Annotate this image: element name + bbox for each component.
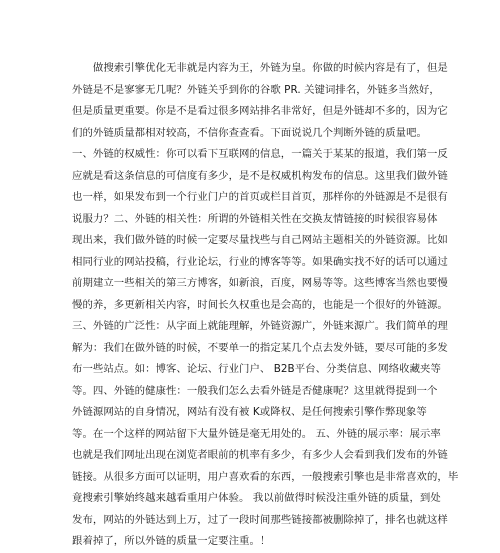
text-line: 解为：我们在做外链的时候，不要单一的指定某几个点去发外链，要尽可能的多发 <box>72 341 448 354</box>
text-line: 竟搜索引擎始终越来越看重用户体验。 我以前做得时候没注重外链的质量，到处 <box>72 492 441 504</box>
text-line: 外链源网站的自身情况，网站有没有被 K或降权、是任何搜索引擎作弊现象等 <box>72 406 427 418</box>
text-line: 布一些站点。如：博客、论坛、行业门户、 B2B平台、分类信息、网络收藏夹等 <box>72 363 441 375</box>
text-line: 也一样，如果发布到一个行业门户的首页或栏目首页，那样你的外链源是不是很有 <box>72 191 448 203</box>
text-line: 跟着掉了，所以外链的质量一定要注重。！ <box>72 535 271 547</box>
text-line: 链接。从很多方面可以证明，用户喜欢看的东西，一般搜索引擎也是非常喜欢的，毕 <box>72 470 459 483</box>
text-line: 们的外链质量都相对较高，不信你查查看。下面说说几个判断外链的质量吧。 <box>72 126 427 139</box>
text-line: 但是质量更重要。你是不是看过很多网站排名非常好，但是外链却不多的，因为它 <box>72 105 448 117</box>
text-line: 等。四、外链的健康性：一般我们怎么去看外链是否健康呢？这里就得提到一个 <box>72 384 438 397</box>
text-line: 说服力？二、外链的相关性：所谓的外链相关性在交换友情链接的时候很容易体 <box>72 212 438 225</box>
text-line: 现出来，我们做外链的时候一定要尽量找些与自己网站主题相关的外链资源。比如 <box>72 234 448 246</box>
text-line: 前期建立一些相关的第三方博客，如新浪，百度，网易等等。这些博客当然也要慢 <box>72 277 448 289</box>
text-line: 发布，网站的外链达到上万，过了一段时间那些链接都被删除掉了，排名也就这样 <box>72 513 448 526</box>
text-line: 做搜索引擎优化无非就是内容为王，外链为皇。你做的时候内容是有了，但是 <box>72 62 448 74</box>
text-line: 外链是不是寥寥无几呢？外链关乎到你的谷歌 PR. 关键词排名，外链多当然好， <box>72 83 440 96</box>
text-line: 应就是看这条信息的可信度有多少，是不是权威机构发布的信息。这里我们做外链 <box>72 169 448 182</box>
text-line: 等。在一个这样的网站留下大量外链是毫无用处的。 五、外链的展示率：展示率 <box>72 427 441 440</box>
text-line: 三、外链的广泛性：从字面上就能理解，外链资源广，外链来源广。我们简单的理 <box>72 320 448 332</box>
text-line: 慢的养，多更新相关内容，时间长久权重也是会高的，也能是一个很好的外链源。 <box>72 298 448 311</box>
text-line: 也就是我们网址出现在浏览者眼前的机率有多少，有多少人会看到我们发布的外链 <box>72 449 448 461</box>
text-line: 一、外链的权威性：你可以看下互联网的信息，一篇关于某某的报道，我们第一反 <box>72 148 448 160</box>
article-body <box>72 58 459 553</box>
text-line: 相同行业的网站投稿，行业论坛，行业的博客等等。如果确实找不好的话可以通过 <box>72 255 448 268</box>
